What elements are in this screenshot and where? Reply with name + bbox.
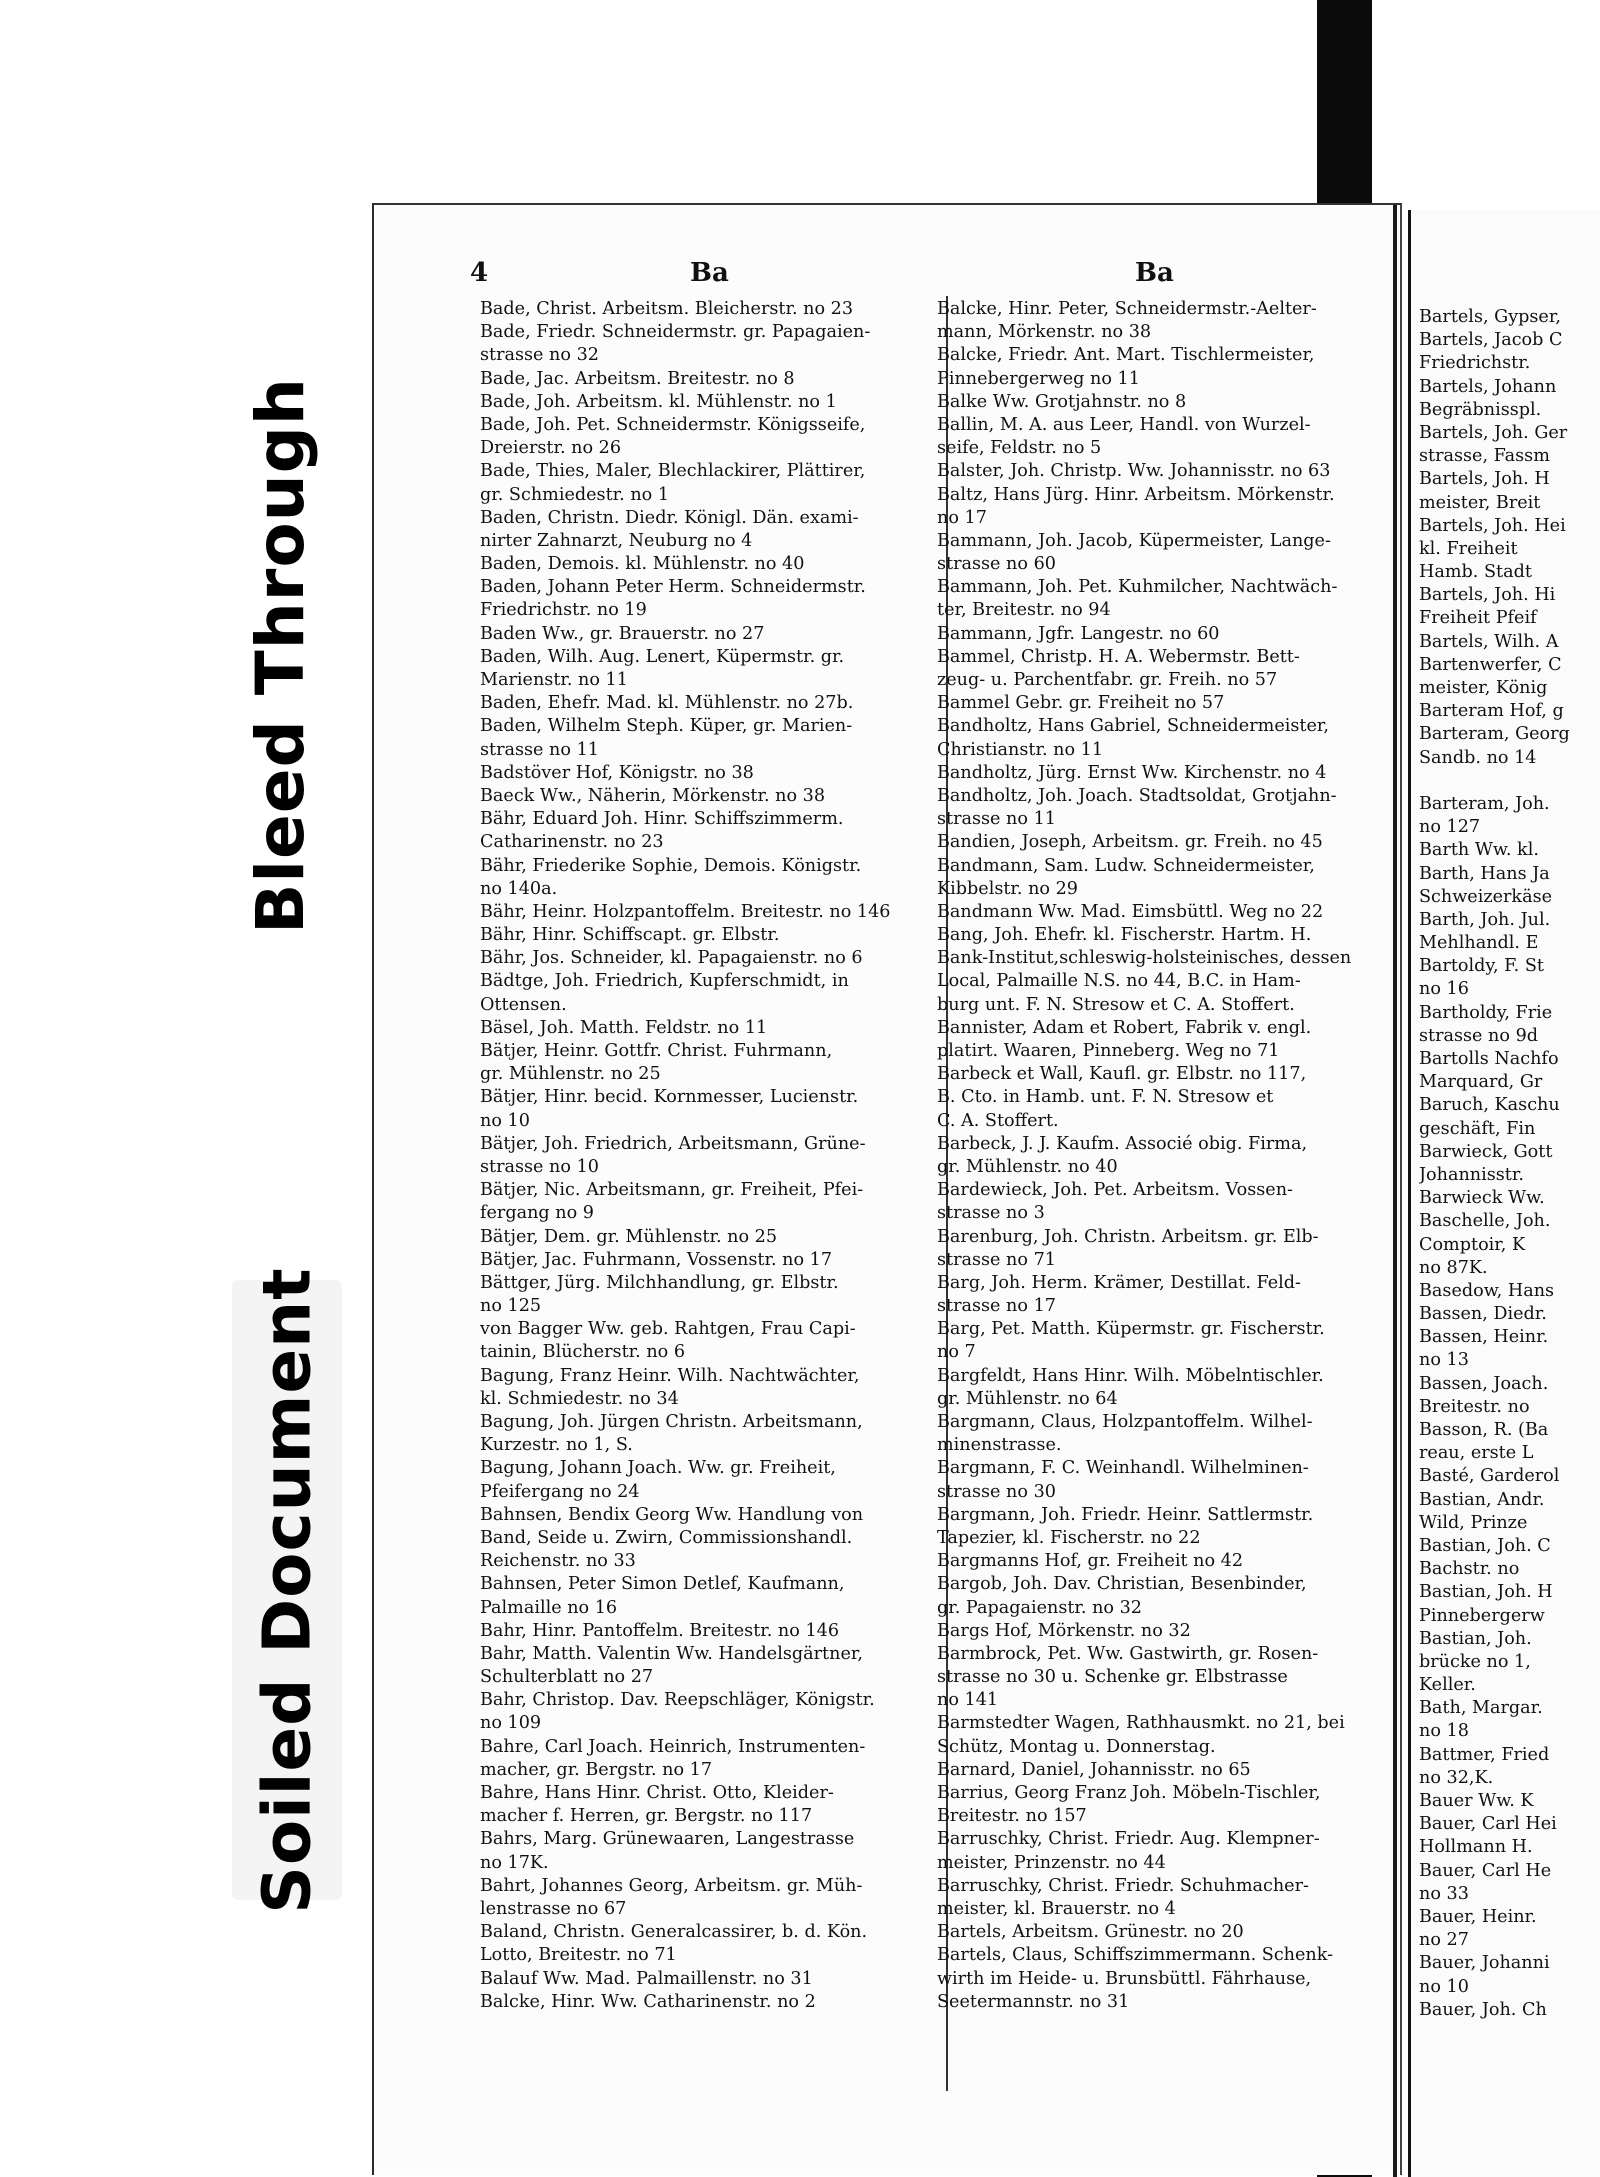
directory-entry-line: strasse no 71 (937, 1249, 1056, 1270)
directory-entry-line: Baeck Ww., Näherin, Mörkenstr. no 38 (480, 785, 826, 806)
directory-entry-line: wirth im Heide- u. Brunsbüttl. Fährhause, (937, 1968, 1312, 1989)
directory-entry-line: seife, Feldstr. no 5 (937, 438, 1102, 459)
directory-entry-line: nirter Zahnarzt, Neuburg no 4 (480, 530, 753, 551)
directory-entry-line: Bartels, Joh. Hei (1419, 515, 1566, 536)
directory-entry-line: Balcke, Hinr. Ww. Catharinenstr. no 2 (480, 1991, 816, 2012)
directory-entry-line: C. A. Stoffert. (937, 1110, 1059, 1131)
directory-entry-line: Bandholtz, Hans Gabriel, Schneidermeister, (937, 716, 1329, 737)
directory-entry-line: fergang no 9 (480, 1203, 594, 1224)
directory-entry-line: Begräbnisspl. (1419, 399, 1542, 420)
directory-entry-line: Barth, Joh. Jul. (1419, 909, 1551, 930)
directory-entry-line: Baden, Johann Peter Herm. Schneidermstr. (480, 577, 866, 598)
directory-entry-line: ter, Breitestr. no 94 (937, 600, 1111, 621)
directory-entry-line: Marienstr. no 11 (480, 670, 628, 690)
directory-entry-line: Lotto, Breitestr. no 71 (480, 1945, 677, 1966)
directory-entry-line: no 33 (1419, 1883, 1469, 1904)
directory-entry-line: Barwieck Ww. (1419, 1188, 1545, 1209)
directory-entry-line: Bähr, Jos. Schneider, kl. Papagaienstr. no 6 (480, 948, 863, 969)
directory-entry-line: Schulterblatt no 27 (480, 1667, 654, 1688)
directory-entry-line: strasse no 3 (937, 1203, 1045, 1224)
directory-entry-line: Baden, Demois. kl. Mühlenstr. no 40 (480, 554, 805, 575)
directory-entry-line: no 13 (1419, 1350, 1469, 1371)
directory-entry-line: strasse no 30 u. Schenke gr. Elbstrasse (937, 1667, 1288, 1688)
directory-entry-line: no 127 (1419, 817, 1481, 838)
directory-entry-line: Bätjer, Heinr. Gottfr. Christ. Fuhrmann, (480, 1041, 833, 1061)
directory-entry-line: minenstrasse. (937, 1435, 1062, 1456)
directory-entry-line: Bauer, Joh. Ch (1419, 1999, 1547, 2020)
directory-entry-line: no 10 (1419, 1976, 1469, 1997)
directory-entry-line: Bachstr. no (1419, 1559, 1520, 1580)
directory-entry-line: Mehlhandl. E (1419, 933, 1539, 954)
directory-entry-line: Palmaille no 16 (480, 1597, 618, 1618)
directory-entry-line: Seetermannstr. no 31 (937, 1991, 1130, 2012)
directory-entry-line: Bätjer, Jac. Fuhrmann, Vossenstr. no 17 (480, 1249, 833, 1270)
directory-entry-line: Bandholtz, Jürg. Ernst Ww. Kirchenstr. no 4 (937, 762, 1327, 783)
directory-entry-line: brücke no 1, (1419, 1651, 1531, 1672)
directory-entry-line: Bättger, Jürg. Milchhandlung, gr. Elbstr. (480, 1272, 839, 1293)
directory-entry-line: Bahnsen, Bendix Georg Ww. Handlung von (480, 1504, 864, 1525)
directory-entry-line: Bahre, Hans Hinr. Christ. Otto, Kleider- (480, 1783, 834, 1803)
directory-entry-line: no 32,K. (1419, 1767, 1494, 1788)
directory-entry-line: Bammann, Joh. Jacob, Küpermeister, Lange- (937, 530, 1331, 551)
directory-entry-line: Barth, Hans Ja (1419, 863, 1550, 884)
directory-entry-line: Bade, Jac. Arbeitsm. Breitestr. no 8 (480, 368, 795, 389)
directory-entry-line: gr. Mühlenstr. no 40 (937, 1156, 1118, 1177)
directory-entry-line: Marquard, Gr (1419, 1072, 1543, 1093)
directory-entry-line: Bargmann, Joh. Friedr. Heinr. Sattlermstr. (937, 1504, 1314, 1525)
directory-entry-line: Bähr, Eduard Joh. Hinr. Schiffszimmerm. (480, 809, 844, 830)
directory-entry-line: Baden, Wilh. Aug. Lenert, Küpermstr. gr. (480, 646, 845, 667)
directory-entry-line: Bähr, Heinr. Holzpantoffelm. Breitestr. no 146 (480, 901, 891, 922)
soiled-document-label (232, 1266, 342, 1914)
directory-entry-line: Bauer Ww. K (1419, 1791, 1534, 1811)
directory-entry-line: meister, Breit (1419, 492, 1541, 513)
directory-entry-line: gr. Mühlenstr. no 25 (480, 1064, 661, 1085)
directory-entry-line: Sandb. no 14 (1419, 747, 1537, 768)
directory-entry-line: Johannisstr. (1419, 1164, 1524, 1185)
directory-entry-line: Dreierstr. no 26 (480, 438, 622, 459)
left-column (480, 298, 928, 2014)
directory-entry-line: Bank-Institut,schleswig-holsteinisches, dessen (937, 948, 1352, 969)
directory-entry-line: Bauer, Carl Hei (1419, 1814, 1557, 1835)
directory-entry-line: Bade, Joh. Pet. Schneidermstr. Königsseife, (480, 414, 866, 435)
directory-entry-line: B. Cto. in Hamb. unt. F. N. Stresow et (937, 1087, 1274, 1108)
directory-entry-line: Bartels, Gypser, (1419, 307, 1561, 327)
directory-entry-line: Baltz, Hans Jürg. Hinr. Arbeitsm. Mörkenstr. (937, 484, 1335, 505)
directory-entry-line: Baden Ww., gr. Brauerstr. no 27 (480, 623, 765, 644)
directory-entry-line: Bammel, Christp. H. A. Webermstr. Bett- (937, 646, 1300, 667)
directory-entry-line: kl. Schmiedestr. no 34 (480, 1388, 679, 1409)
facing-page (1408, 210, 1600, 2177)
directory-entry-line: no 87K. (1419, 1257, 1488, 1278)
directory-entry-line: tainin, Blücherstr. no 6 (480, 1342, 686, 1363)
directory-entry-line: Bardewieck, Joh. Pet. Arbeitsm. Vossen- (937, 1180, 1293, 1201)
directory-entry-line: no 10 (480, 1110, 530, 1131)
directory-entry-line: Keller. (1419, 1675, 1476, 1696)
directory-entry-line: Baden, Christn. Diedr. Königl. Dän. exami- (480, 507, 859, 528)
directory-entry-line: Bannister, Adam et Robert, Fabrik v. engl. (937, 1017, 1312, 1038)
directory-entry-line: von Bagger Ww. geb. Rahtgen, Frau Capi- (480, 1319, 856, 1340)
directory-entry-line: Baden, Ehefr. Mad. kl. Mühlenstr. no 27b. (480, 693, 854, 714)
directory-entry-line: Ottensen. (480, 994, 567, 1015)
directory-entry-line: Balcke, Friedr. Ant. Mart. Tischlermeister, (937, 345, 1315, 366)
directory-entry-line: Pfeifergang no 24 (480, 1481, 640, 1502)
directory-entry-line: Bartholdy, Frie (1419, 1002, 1553, 1023)
directory-entry-line: platirt. Waaren, Pinneberg. Weg no 71 (937, 1041, 1280, 1061)
directory-entry-line: strasse, Fassm (1419, 446, 1550, 467)
directory-entry-line: Tapezier, kl. Fischerstr. no 22 (937, 1527, 1201, 1548)
directory-entry-line: Baruch, Kaschu (1419, 1095, 1560, 1116)
directory-entry-line: meister, König (1419, 678, 1548, 698)
directory-entry-line: Bartels, Claus, Schiffszimmermann. Schenk- (937, 1945, 1334, 1966)
directory-entry-line: no 109 (480, 1713, 542, 1734)
directory-entry-line: Barmstedter Wagen, Rathhausmkt. no 21, bei (937, 1713, 1345, 1734)
directory-entry-line: Barth Ww. kl. (1419, 840, 1539, 861)
directory-entry-line: Bätjer, Dem. gr. Mühlenstr. no 25 (480, 1226, 778, 1247)
directory-entry-line: Bagung, Joh. Jürgen Christn. Arbeitsmann, (480, 1412, 863, 1432)
directory-entry-line: Kurzestr. no 1, S. (480, 1435, 633, 1456)
directory-entry-line: Breitestr. no 157 (937, 1806, 1087, 1827)
directory-entry-line: Bauer, Carl He (1419, 1860, 1552, 1881)
directory-entry-line: Bartenwerfer, C (1419, 654, 1562, 675)
directory-entry-line: Bargs Hof, Mörkenstr. no 32 (937, 1620, 1191, 1641)
directory-entry-line: Catharinenstr. no 23 (480, 832, 664, 853)
directory-entry-line: Bagung, Franz Heinr. Wilh. Nachtwächter, (480, 1365, 860, 1386)
directory-entry-line: no 17 (937, 507, 987, 528)
directory-entry-line (1419, 770, 1600, 793)
directory-entry-line: Bartels, Joh. H (1419, 469, 1550, 490)
directory-entry-line: Bade, Friedr. Schneidermstr. gr. Papagaien- (480, 322, 871, 343)
directory-entry-line: Bartolls Nachfo (1419, 1049, 1559, 1069)
directory-entry-line: Barteram Hof, g (1419, 701, 1564, 722)
directory-entry-line: Bartels, Joh. Ger (1419, 422, 1568, 443)
directory-entry-line: Bastian, Andr. (1419, 1489, 1545, 1510)
directory-entry-line: Barbeck, J. J. Kaufm. Associé obig. Firma, (937, 1133, 1308, 1154)
directory-entry-line: Bassen, Joach. (1419, 1373, 1549, 1394)
directory-entry-line: Baden, Wilhelm Steph. Küper, gr. Marien- (480, 716, 853, 737)
directory-entry-line: Bandmann, Sam. Ludw. Schneidermeister, (937, 855, 1315, 876)
directory-entry-line: Pinnebergerw (1419, 1605, 1545, 1626)
soiled-document-text: Soiled Document (248, 1266, 326, 1914)
directory-entry-line: Barrius, Georg Franz Joh. Möbeln-Tischler, (937, 1783, 1321, 1803)
directory-entry-line: gr. Schmiedestr. no 1 (480, 484, 670, 505)
directory-entry-line: Basedow, Hans (1419, 1280, 1555, 1301)
directory-entry-line: Barg, Pet. Matth. Küpermstr. gr. Fischerstr. (937, 1319, 1325, 1340)
directory-entry-line: Ballin, M. A. aus Leer, Handl. von Wurzel- (937, 414, 1311, 435)
directory-entry-line: Schweizerkäse (1419, 886, 1553, 907)
directory-entry-line: Bargmann, Claus, Holzpantoffelm. Wilhel- (937, 1412, 1313, 1432)
directory-entry-line: Bahnsen, Peter Simon Detlef, Kaufmann, (480, 1574, 845, 1595)
directory-entry-line: strasse no 60 (937, 554, 1056, 575)
directory-entry-line: Reichenstr. no 33 (480, 1551, 636, 1572)
directory-entry-line: gr. Mühlenstr. no 64 (937, 1388, 1118, 1409)
directory-entry-line: Freiheit Pfeif (1419, 608, 1537, 629)
directory-entry-line: Bassen, Heinr. (1419, 1327, 1549, 1348)
running-header-right: Ba (1135, 258, 1174, 288)
directory-entry-line: Bartels, Joh. Hi (1419, 585, 1556, 606)
directory-entry-line: reau, erste L (1419, 1443, 1534, 1464)
directory-entry-line: Baschelle, Joh. (1419, 1211, 1551, 1232)
directory-entry-line: strasse no 17 (937, 1296, 1056, 1317)
directory-entry-line: Barwieck, Gott (1419, 1141, 1553, 1162)
bleed-through-label (225, 355, 335, 955)
directory-entry-line: strasse no 9d (1419, 1025, 1539, 1046)
directory-entry-line: Barteram, Georg (1419, 724, 1570, 745)
directory-entry-line: Bandmann Ww. Mad. Eimsbüttl. Weg no 22 (937, 901, 1324, 922)
directory-entry-line: Baland, Christn. Generalcassirer, b. d. Kön. (480, 1922, 868, 1943)
directory-entry-line: no 18 (1419, 1721, 1469, 1742)
directory-entry-line: Hollmann H. (1419, 1837, 1533, 1858)
directory-entry-line: Bartels, Johann (1419, 376, 1557, 397)
directory-entry-line: kl. Freiheit (1419, 538, 1518, 559)
directory-entry-line: Schütz, Montag u. Donnerstag. (937, 1736, 1216, 1757)
directory-entry-line: Pinnebergerweg no 11 (937, 368, 1140, 389)
directory-entry-line: Balcke, Hinr. Peter, Schneidermstr.-Aelter- (937, 299, 1317, 319)
directory-entry-line: Bätjer, Hinr. becid. Kornmesser, Lucienstr. (480, 1087, 859, 1108)
directory-entry-line: Bagung, Johann Joach. Ww. gr. Freiheit, (480, 1458, 836, 1479)
directory-entry-line: mann, Mörkenstr. no 38 (937, 322, 1152, 343)
directory-entry-line: lenstrasse no 67 (480, 1898, 627, 1919)
directory-entry-line: no 140a. (480, 878, 558, 899)
directory-entry-line: Bandien, Joseph, Arbeitsm. gr. Freih. no 45 (937, 832, 1323, 853)
directory-entry-line: Wild, Prinze (1419, 1512, 1528, 1533)
directory-entry-line: Bahrt, Johannes Georg, Arbeitsm. gr. Müh- (480, 1875, 863, 1896)
directory-entry-line: macher, gr. Bergstr. no 17 (480, 1759, 713, 1780)
directory-entry-line: Bammel Gebr. gr. Freiheit no 57 (937, 693, 1225, 714)
directory-entry-line: Bassen, Diedr. (1419, 1304, 1547, 1325)
directory-entry-line: Bammann, Jgfr. Langestr. no 60 (937, 623, 1220, 644)
directory-entry-line: Bahre, Carl Joach. Heinrich, Instrumenten- (480, 1736, 866, 1757)
directory-entry-line: Comptoir, K (1419, 1234, 1526, 1255)
directory-entry-line: strasse no 10 (480, 1156, 599, 1177)
directory-entry-line: Friedrichstr. (1419, 353, 1531, 374)
directory-entry-line: Barnard, Daniel, Johannisstr. no 65 (937, 1759, 1251, 1780)
directory-entry-line: Bade, Thies, Maler, Blechlackirer, Plättirer, (480, 461, 866, 482)
directory-entry-line: Bädtge, Joh. Friedrich, Kupferschmidt, in (480, 971, 849, 992)
directory-entry-line: Balke Ww. Grotjahnstr. no 8 (937, 391, 1187, 412)
directory-entry-line: burg unt. F. N. Stresow et C. A. Stoffert. (937, 994, 1295, 1015)
directory-entry-line: no 141 (937, 1690, 999, 1711)
directory-entry-line: Bartels, Arbeitsm. Grünestr. no 20 (937, 1922, 1244, 1943)
directory-entry-line: Balauf Ww. Mad. Palmaillenstr. no 31 (480, 1968, 813, 1989)
directory-entry-line: Bätjer, Joh. Friedrich, Arbeitsmann, Grüne- (480, 1133, 866, 1154)
directory-entry-line: Bath, Margar. (1419, 1698, 1543, 1719)
directory-entry-line: Barenburg, Joh. Christn. Arbeitsm. gr. Elb- (937, 1226, 1319, 1247)
page-number: 4 (470, 258, 489, 288)
directory-entry-line: no 7 (937, 1342, 976, 1363)
directory-entry-line: Bade, Joh. Arbeitsm. kl. Mühlenstr. no 1 (480, 391, 837, 412)
directory-entry-line: Bartoldy, F. St (1419, 956, 1544, 977)
running-header-left: Ba (690, 258, 729, 288)
directory-entry-line: Bandholtz, Joh. Joach. Stadtsoldat, Grotjahn- (937, 785, 1337, 806)
directory-entry-line: Bastian, Joh. H (1419, 1582, 1553, 1603)
directory-entry-line: Bade, Christ. Arbeitsm. Bleicherstr. no 23 (480, 299, 854, 319)
directory-entry-line: Kibbelstr. no 29 (937, 878, 1078, 899)
directory-entry-line: Bähr, Hinr. Schiffscapt. gr. Elbstr. (480, 925, 780, 946)
directory-entry-line: Bartels, Wilh. A (1419, 631, 1559, 652)
directory-entry-line: Bahr, Hinr. Pantoffelm. Breitestr. no 146 (480, 1620, 840, 1641)
directory-entry-line: Badstöver Hof, Königstr. no 38 (480, 762, 754, 783)
directory-entry-line: Friedrichstr. no 19 (480, 600, 647, 621)
directory-entry-line: Bargmanns Hof, gr. Freiheit no 42 (937, 1551, 1244, 1572)
directory-entry-line: no 16 (1419, 979, 1469, 1000)
directory-entry-line: gr. Papagaienstr. no 32 (937, 1597, 1142, 1618)
directory-entry-line: no 125 (480, 1296, 542, 1317)
directory-entry-line: Barbeck et Wall, Kaufl. gr. Elbstr. no 117, (937, 1064, 1307, 1085)
directory-entry-line: Bahr, Christop. Dav. Reepschläger, Königstr. (480, 1690, 875, 1711)
directory-entry-line: Bähr, Friederike Sophie, Demois. Königstr. (480, 855, 862, 876)
directory-entry-line: Bartels, Jacob C (1419, 330, 1563, 351)
directory-entry-line: Bauer, Heinr. (1419, 1906, 1537, 1927)
directory-entry-line: Hamb. Stadt (1419, 562, 1532, 583)
directory-entry-line: Breitestr. no (1419, 1396, 1530, 1417)
directory-entry-line: Battmer, Fried (1419, 1744, 1550, 1765)
directory-entry-line: Bargfeldt, Hans Hinr. Wilh. Möbelntischler. (937, 1365, 1324, 1386)
directory-entry-line: Bätjer, Nic. Arbeitsmann, gr. Freiheit, Pfei- (480, 1180, 864, 1201)
directory-entry-line: Basson, R. (Ba (1419, 1420, 1549, 1440)
directory-entry-line: Bahrs, Marg. Grünewaaren, Langestrasse (480, 1829, 855, 1850)
directory-entry-line: Bastian, Joh. (1419, 1628, 1532, 1649)
directory-entry-line: Barruschky, Christ. Friedr. Schuhmacher- (937, 1875, 1309, 1896)
directory-entry-line: Barg, Joh. Herm. Krämer, Destillat. Feld- (937, 1272, 1302, 1293)
bleed-through-text: Bleed Through (241, 376, 319, 934)
directory-entry-line: Bäsel, Joh. Matth. Feldstr. no 11 (480, 1017, 768, 1038)
directory-entry-line: Barmbrock, Pet. Ww. Gastwirth, gr. Rosen- (937, 1643, 1319, 1664)
middle-column (937, 298, 1397, 2014)
directory-entry-line: Bammann, Joh. Pet. Kuhmilcher, Nachtwäch- (937, 577, 1338, 598)
directory-entry-line: Balster, Joh. Christp. Ww. Johannisstr. no 63 (937, 461, 1331, 482)
directory-entry-line: strasse no 11 (480, 739, 599, 760)
right-column (1419, 306, 1600, 2022)
directory-entry-line: Band, Seide u. Zwirn, Commissionshandl. (480, 1527, 853, 1548)
directory-entry-line: Local, Palmaille N.S. no 44, B.C. in Ham- (937, 971, 1301, 992)
directory-entry-line: meister, kl. Brauerstr. no 4 (937, 1898, 1176, 1919)
directory-entry-line: Bastian, Joh. C (1419, 1535, 1551, 1556)
directory-entry-line: Bauer, Johanni (1419, 1953, 1550, 1974)
directory-entry-line: Barteram, Joh. (1419, 793, 1550, 814)
directory-entry-line: no 27 (1419, 1930, 1469, 1951)
directory-entry-line: strasse no 11 (937, 809, 1056, 830)
directory-entry-line: Basté, Garderol (1419, 1466, 1560, 1487)
directory-entry-line: macher f. Herren, gr. Bergstr. no 117 (480, 1806, 813, 1827)
directory-entry-line: zeug- u. Parchentfabr. gr. Freih. no 57 (937, 670, 1278, 690)
directory-entry-line: no 17K. (480, 1852, 549, 1873)
directory-entry-line: Bang, Joh. Ehefr. kl. Fischerstr. Hartm. H. (937, 925, 1312, 946)
directory-entry-line: Barruschky, Christ. Friedr. Aug. Klempner- (937, 1829, 1320, 1850)
directory-entry-line: meister, Prinzenstr. no 44 (937, 1852, 1166, 1873)
directory-entry-line: Bargmann, F. C. Weinhandl. Wilhelminen- (937, 1458, 1309, 1479)
directory-entry-line: strasse no 32 (480, 345, 599, 366)
directory-entry-line: strasse no 30 (937, 1481, 1056, 1502)
directory-entry-line: Bahr, Matth. Valentin Ww. Handelsgärtner, (480, 1643, 863, 1664)
directory-entry-line: Bargob, Joh. Dav. Christian, Besenbinder, (937, 1574, 1307, 1595)
directory-entry-line: Christianstr. no 11 (937, 739, 1104, 760)
directory-entry-line: geschäft, Fin (1419, 1118, 1536, 1139)
